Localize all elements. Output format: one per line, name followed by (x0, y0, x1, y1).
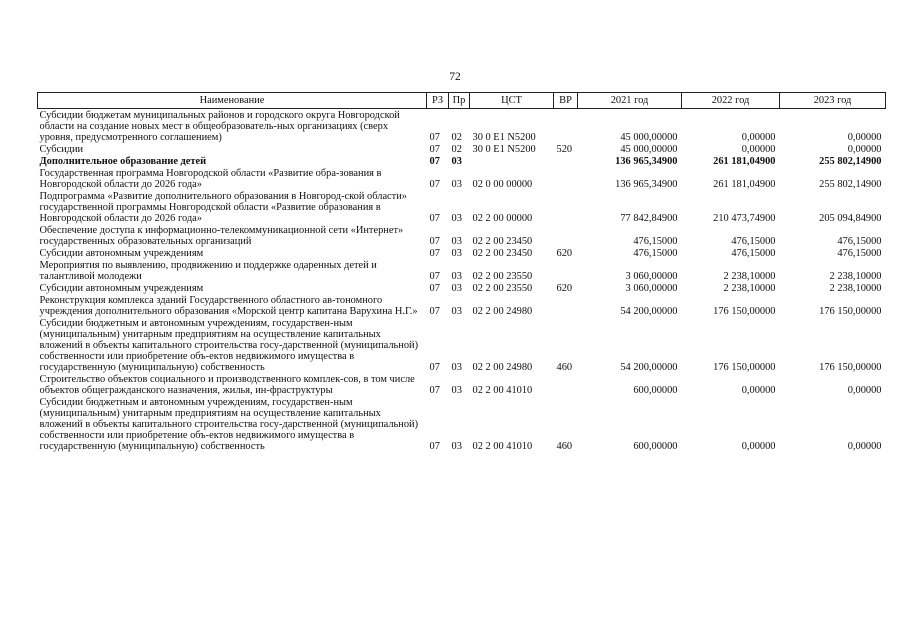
cell-rz: 07 (429, 179, 440, 190)
cell-rz: 07 (429, 362, 440, 373)
cell-y2021: 136 965,34900 (615, 156, 678, 167)
table-row (38, 190, 886, 224)
cell-name: Субсидии бюджетам муниципальных районов и городского округа Новгородской области на создание новых мест в общеобразователь-ных организациях (сверх уровня, предусмотренного соглашением) (39, 110, 400, 143)
cell-y2022: 0,00000 (741, 132, 776, 143)
table-row (38, 373, 886, 396)
table-row (38, 143, 886, 155)
cell-csr: 02 2 00 41010 (472, 441, 533, 452)
cell-rz: 07 (429, 306, 440, 317)
cell-rz: 07 (429, 248, 440, 259)
table-body (38, 109, 886, 453)
cell-csr: 30 0 E1 N5200 (472, 144, 536, 155)
cell-vr: 460 (556, 362, 573, 373)
cell-csr: 30 0 E1 N5200 (472, 132, 536, 143)
cell-csr: 02 2 00 23450 (472, 248, 533, 259)
cell-y2023: 205 094,84900 (819, 213, 882, 224)
cell-y2021: 3 060,00000 (625, 283, 678, 294)
cell-y2021: 54 200,00000 (620, 306, 678, 317)
cell-name: Субсидии автономным учреждениям (39, 248, 204, 259)
table-row (38, 282, 886, 294)
table-row (38, 167, 886, 190)
cell-name: Реконструкция комплекса зданий Государственного областного ав-тономного учреждения дополнительного образования «Морской центр капитана Варухина Н.Г.» (39, 295, 418, 317)
table-header-row (38, 93, 886, 109)
table-row (38, 155, 886, 167)
cell-y2022: 0,00000 (741, 385, 776, 396)
cell-pr: 03 (451, 213, 462, 224)
cell-name: Государственная программа Новгородской области «Развитие обра-зования в Новгородской области до 2026 года» (39, 168, 382, 190)
cell-y2021: 3 060,00000 (625, 271, 678, 282)
cell-y2021: 476,15000 (633, 248, 678, 259)
header-vr: ВР (554, 93, 578, 109)
header-2021: 2021 год (578, 93, 682, 109)
cell-vr (554, 294, 578, 317)
header-2023: 2023 год (780, 93, 886, 109)
header-name: Наименование (38, 93, 427, 109)
cell-name: Мероприятия по выявлению, продвижению и поддержке одаренных детей и талантливой молодежи (39, 260, 377, 282)
cell-y2021: 136 965,34900 (615, 179, 678, 190)
header-csr: ЦСТ (470, 93, 554, 109)
cell-y2022: 0,00000 (741, 441, 776, 452)
cell-csr: 02 2 00 23550 (472, 283, 533, 294)
cell-rz: 07 (429, 441, 440, 452)
cell-pr: 02 (451, 144, 462, 155)
cell-rz: 07 (429, 213, 440, 224)
cell-csr (470, 155, 554, 167)
cell-csr: 02 0 00 00000 (472, 179, 533, 190)
cell-name: Субсидии бюджетным и автономным учреждениям, государствен-ным (муниципальным) унитарным предприятиям на осуществление капитальных вложений в объекты капитального строительства госу-дарственной (муниципальной) собственности или приобретение объ-ектов недвижимого имущества в государственную (муниципальную) собственность (39, 397, 419, 452)
cell-y2022: 2 238,10000 (723, 283, 776, 294)
cell-y2023: 0,00000 (847, 144, 882, 155)
cell-csr: 02 2 00 24980 (472, 306, 533, 317)
cell-rz: 07 (429, 156, 440, 167)
cell-y2022: 261 181,04900 (713, 156, 776, 167)
cell-rz: 07 (429, 385, 440, 396)
cell-y2023: 0,00000 (847, 132, 882, 143)
cell-vr: 460 (556, 441, 573, 452)
cell-pr: 03 (451, 236, 462, 247)
cell-y2023: 255 802,14900 (819, 179, 882, 190)
header-pr: Пр (449, 93, 470, 109)
cell-y2023: 176 150,00000 (819, 362, 882, 373)
cell-pr: 03 (451, 248, 462, 259)
cell-vr (554, 190, 578, 224)
cell-y2023: 2 238,10000 (829, 271, 882, 282)
cell-pr: 03 (451, 306, 462, 317)
cell-pr: 03 (451, 283, 462, 294)
cell-y2022: 261 181,04900 (713, 179, 776, 190)
cell-name: Подпрограмма «Развитие дополнительного образования в Новгород-ской области» государственной программы Новгородской области «Развитие образования в Новгородской области до 2026 года» (39, 191, 407, 224)
table-row (38, 224, 886, 247)
cell-y2023: 476,15000 (837, 248, 882, 259)
cell-y2021: 77 842,84900 (620, 213, 678, 224)
cell-pr: 03 (451, 385, 462, 396)
cell-rz: 07 (429, 271, 440, 282)
page-number: 72 (449, 71, 461, 83)
table-row (38, 396, 886, 452)
cell-y2022: 176 150,00000 (713, 362, 776, 373)
cell-csr: 02 2 00 00000 (472, 213, 533, 224)
cell-csr: 02 2 00 24980 (472, 362, 533, 373)
cell-vr: 620 (556, 283, 573, 294)
cell-name: Обеспечение доступа к информационно-телекоммуникационной сети «Интернет» государственных образовательных организаций (39, 225, 404, 247)
cell-y2021: 600,00000 (633, 385, 678, 396)
cell-csr: 02 2 00 23450 (472, 236, 533, 247)
cell-y2023: 0,00000 (847, 441, 882, 452)
cell-vr (554, 373, 578, 396)
budget-table (37, 92, 886, 452)
table-row (38, 294, 886, 317)
header-rz: РЗ (427, 93, 449, 109)
cell-y2023: 2 238,10000 (829, 283, 882, 294)
cell-y2022: 2 238,10000 (723, 271, 776, 282)
table-row (38, 247, 886, 259)
cell-y2022: 476,15000 (731, 248, 776, 259)
header-2022: 2022 год (682, 93, 780, 109)
cell-pr: 02 (451, 132, 462, 143)
table-row (38, 109, 886, 144)
cell-csr: 02 2 00 23550 (472, 271, 533, 282)
cell-y2021: 45 000,00000 (620, 132, 678, 143)
cell-vr (554, 224, 578, 247)
cell-rz: 07 (429, 132, 440, 143)
cell-y2022: 476,15000 (731, 236, 776, 247)
cell-y2021: 54 200,00000 (620, 362, 678, 373)
table-row (38, 259, 886, 282)
table-row (38, 317, 886, 373)
cell-vr: 520 (556, 144, 573, 155)
cell-y2021: 476,15000 (633, 236, 678, 247)
cell-rz: 07 (429, 236, 440, 247)
cell-pr: 03 (451, 441, 462, 452)
cell-y2022: 210 473,74900 (713, 213, 776, 224)
cell-name: Субсидии автономным учреждениям (39, 283, 204, 294)
cell-name: Строительство объектов социального и производственного комплек-сов, в том числе объектов общегражданского назначения, жилья, ин-фраструктуры (39, 374, 415, 396)
cell-rz: 07 (429, 283, 440, 294)
cell-y2022: 176 150,00000 (713, 306, 776, 317)
cell-y2022: 0,00000 (741, 144, 776, 155)
cell-name: Субсидии (39, 144, 84, 155)
cell-y2021: 45 000,00000 (620, 144, 678, 155)
cell-y2023: 255 802,14900 (819, 156, 882, 167)
cell-pr: 03 (451, 156, 462, 167)
cell-vr (554, 259, 578, 282)
cell-vr: 620 (556, 248, 573, 259)
cell-pr: 03 (451, 362, 462, 373)
cell-name: Дополнительное образование детей (39, 156, 207, 167)
cell-y2021: 600,00000 (633, 441, 678, 452)
cell-name: Субсидии бюджетным и автономным учреждениям, государствен-ным (муниципальным) унитарным предприятиям на осуществление капитальных вложений в объекты капитального строительства госу-дарственной (муниципальной) собственности или приобретение объ-ектов недвижимого имущества в государственную (муниципальную) собственность (39, 318, 419, 373)
cell-rz: 07 (429, 144, 440, 155)
cell-csr: 02 2 00 41010 (472, 385, 533, 396)
cell-pr: 03 (451, 271, 462, 282)
cell-pr: 03 (451, 179, 462, 190)
cell-vr (554, 167, 578, 190)
cell-y2023: 476,15000 (837, 236, 882, 247)
cell-vr (554, 155, 578, 167)
cell-vr (554, 109, 578, 144)
cell-y2023: 0,00000 (847, 385, 882, 396)
cell-y2023: 176 150,00000 (819, 306, 882, 317)
